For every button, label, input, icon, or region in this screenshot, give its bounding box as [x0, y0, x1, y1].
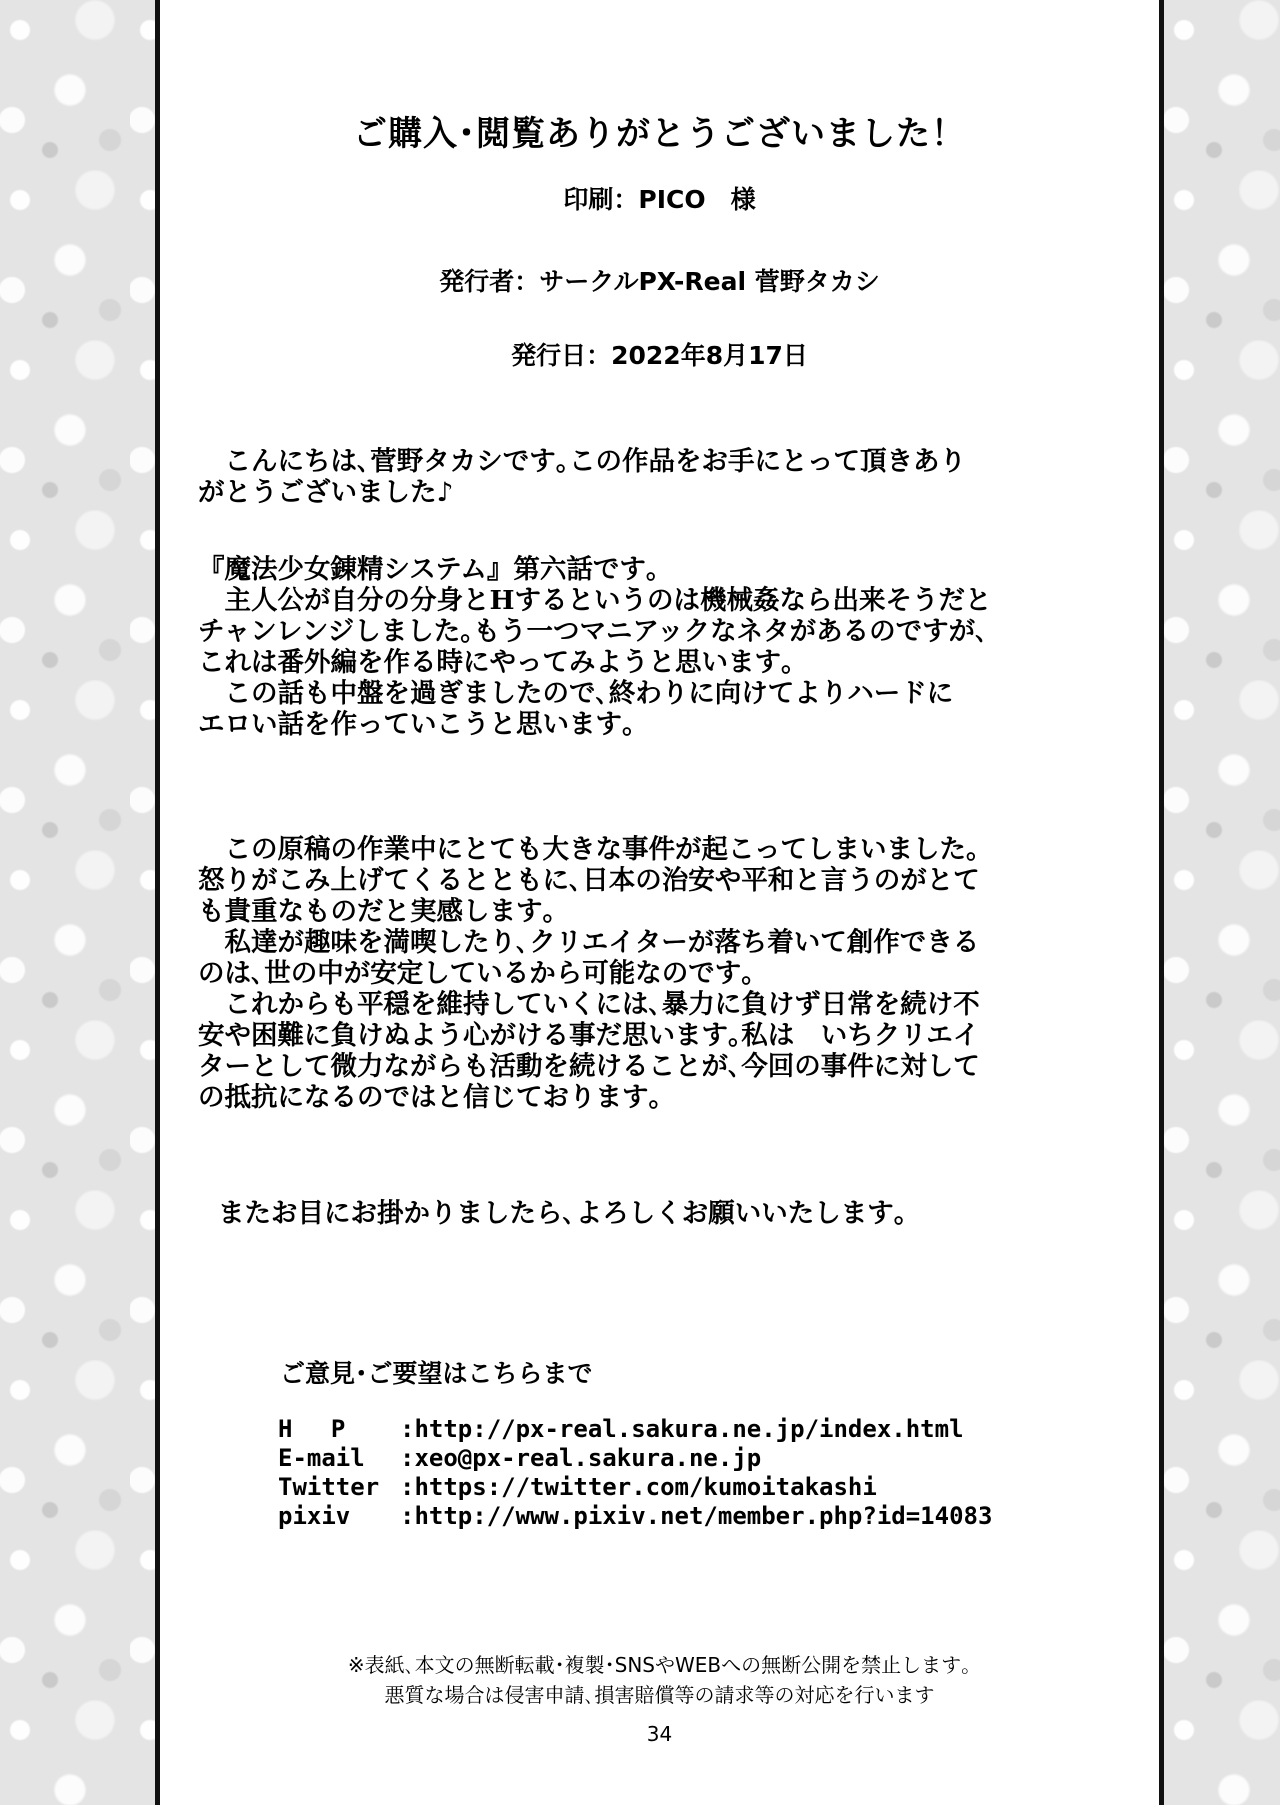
text-line: 怒りがこみ上げてくるとともに､日本の治安や平和と言うのがとて: [198, 865, 980, 896]
contact-label: H P: [278, 1415, 346, 1443]
text-line: これは番外編を作る時にやってみようと思います｡: [198, 647, 795, 678]
homepage-url: :http://px-real.sakura.ne.jp/index.html: [400, 1415, 964, 1443]
text-line: これからも平穏を維持していくには､暴力に負けず日常を続け不: [198, 989, 980, 1020]
contact-heading: ご意見･ご要望はこちらまで: [280, 1359, 593, 1388]
greeting-paragraph: [198, 446, 1098, 508]
contact-row-pixiv: [278, 1502, 992, 1531]
publisher-credit: 発行者：サークルPX-Real 菅野タカシ: [439, 267, 880, 296]
text-line: 主人公が自分の分身とHするというのは機械姦なら出来そうだと: [198, 585, 992, 616]
text-line: チャンレンジしました｡もう一つマニアックなネタがあるのですが､: [198, 616, 989, 647]
text-line: この話も中盤を過ぎましたので､終わりに向けてよりハードに: [198, 678, 954, 709]
episode-notes-paragraph: [198, 554, 1098, 740]
contact-row-homepage: [278, 1415, 992, 1444]
copyright-notice: [160, 1650, 1159, 1710]
text-line: 『魔法少女錬精システム』第六話です｡: [198, 554, 660, 585]
notice-line: ※表紙､本文の無断転載･複製･SNSやWEBへの無断公開を禁止します｡: [347, 1653, 972, 1677]
text-line: の抵抗になるのではと信じております｡: [198, 1082, 662, 1113]
page-number: 34: [646, 1722, 673, 1746]
text-line: ターとして微力ながらも活動を続けることが､今回の事件に対して: [198, 1051, 980, 1082]
closing-line: またお目にお掛かりましたら､よろしくお願いいたします｡: [218, 1198, 907, 1229]
text-line: 私達が趣味を満喫したり､クリエイターが落ち着いて創作できる: [198, 927, 980, 958]
bubble-border-right: [1159, 0, 1280, 1805]
contact-label: pixiv: [278, 1502, 351, 1530]
contact-label: E-mail: [278, 1444, 365, 1472]
text-line: がとうございました♪: [198, 477, 454, 508]
text-line: 安や困難に負けぬよう心がける事だ思います｡私は いちクリエイ: [198, 1020, 980, 1051]
publication-date: 発行日：2022年8月17日: [511, 341, 808, 370]
printer-credit: 印刷：PICO 様: [563, 185, 756, 214]
text-line: も貴重なものだと実感します｡: [198, 896, 556, 927]
email-address: :xeo@px-real.sakura.ne.jp: [400, 1444, 762, 1472]
contact-label: Twitter: [278, 1473, 380, 1501]
text-line: のは､世の中が安定しているから可能なのです｡: [198, 958, 755, 989]
contact-row-twitter: [278, 1473, 992, 1502]
text-line: こんにちは､菅野タカシです｡この作品をお手にとって頂きあり: [198, 446, 966, 477]
page-title: ご購入･閲覧ありがとうございました！: [353, 114, 966, 154]
message-paragraph: [198, 834, 1098, 1113]
contact-row-email: [278, 1444, 992, 1473]
text-line: この原稿の作業中にとても大きな事件が起こってしまいました｡: [198, 834, 980, 865]
contact-list: [278, 1415, 992, 1531]
text-line: エロい話を作っていこうと思います｡: [198, 709, 636, 740]
afterword-page: [160, 0, 1159, 1805]
twitter-url: :https://twitter.com/kumoitakashi: [400, 1473, 877, 1501]
notice-line: 悪質な場合は侵害申請､損害賠償等の請求等の対応を行います: [384, 1683, 935, 1707]
bubble-border-left: [0, 0, 160, 1805]
pixiv-url: :http://www.pixiv.net/member.php?id=14083: [400, 1502, 993, 1530]
